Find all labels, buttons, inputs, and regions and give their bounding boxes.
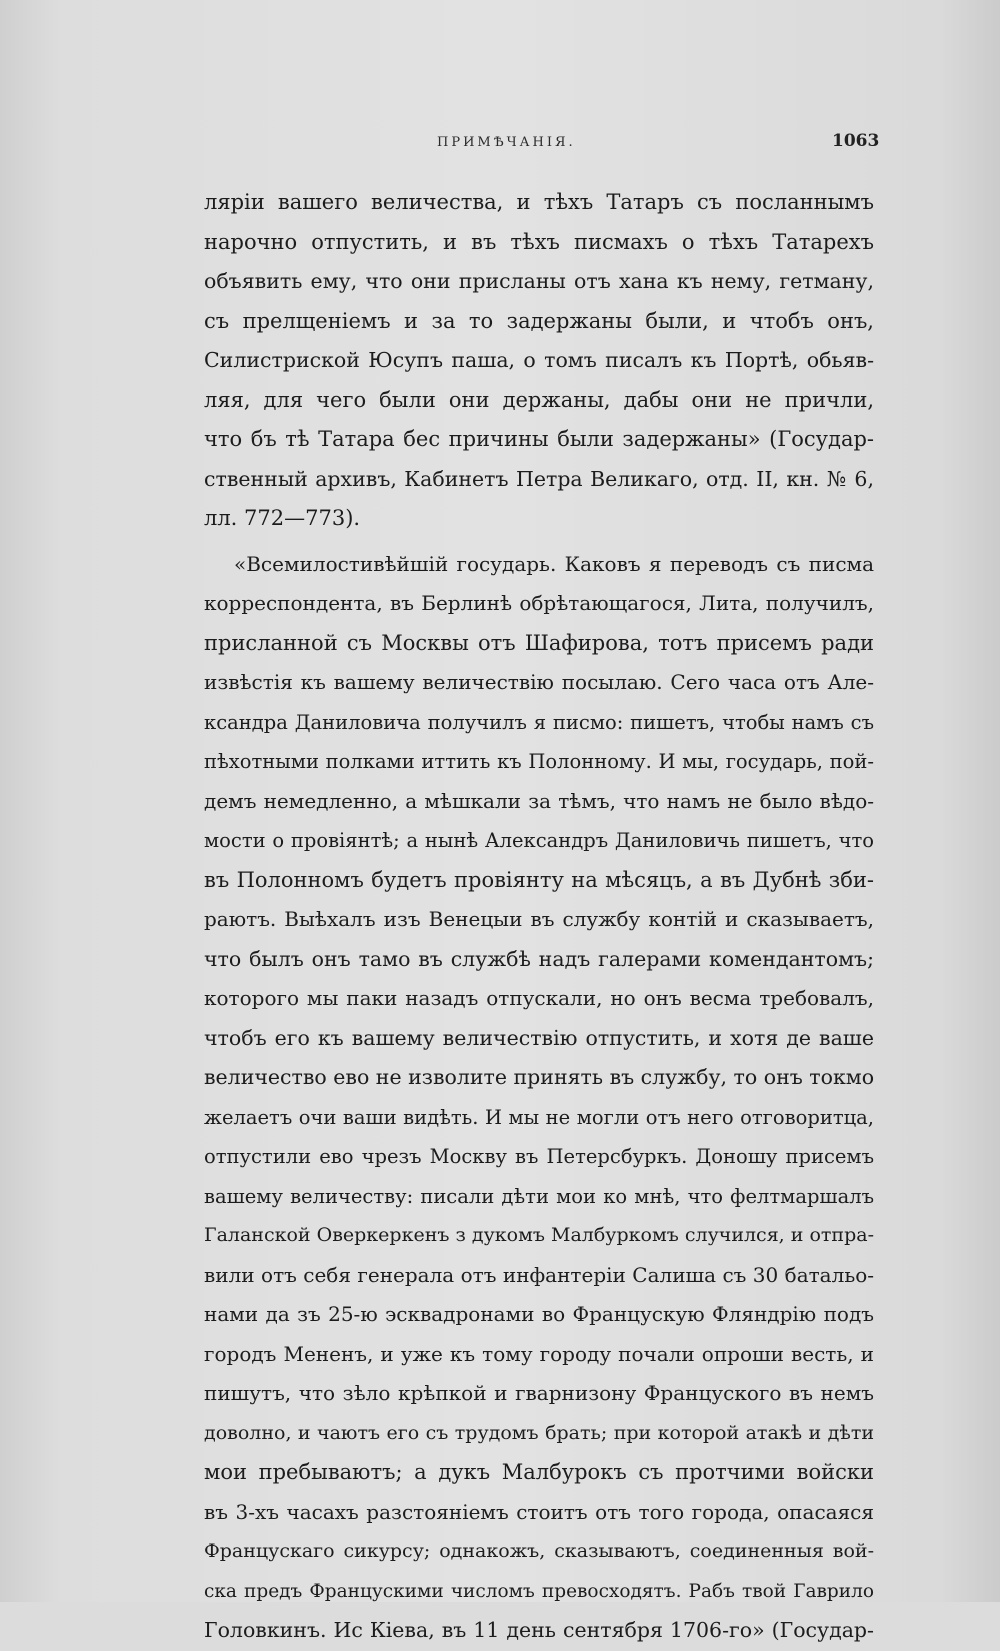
text-line: что бъ тѣ Татара бес причины были задержаны» (Государ- <box>204 427 874 451</box>
text-line: что былъ онъ тамо въ службѣ надъ галерами комендантомъ; <box>204 946 874 971</box>
paragraph-1 <box>204 183 874 539</box>
text-line: въ Полонномъ будетъ провіянту на мѣсяцъ, а въ Дубнѣ зби- <box>204 867 874 892</box>
text-line: присланной съ Москвы отъ Шафирова, тотъ присемъ ради <box>204 630 874 655</box>
text-line: лл. 772—773). <box>204 506 361 530</box>
text-line: желаетъ очи ваши видѣть. И мы не могли отъ него отговоритца, <box>204 1105 874 1129</box>
text-line: извѣстія къ вашему величествію посылаю. Сего часа отъ Але- <box>204 670 874 694</box>
text-line: вашему величеству: писали дѣти мои ко мнѣ, что фелтмаршалъ <box>204 1184 874 1208</box>
text-line: отпустили ево чрезъ Москву въ Петерсбуркъ. Доношу присемъ <box>204 1145 874 1168</box>
text-line: «Всемилостивѣйшій государь. Каковъ я переводъ съ писма <box>234 551 874 576</box>
text-line: ляріи вашего величества, и тѣхъ Татаръ съ посланнымъ <box>204 190 874 214</box>
text-line: нарочно отпустить, и въ тѣхъ писмахъ о тѣхъ Татарехъ <box>204 229 874 254</box>
text-line: доволно, и чаютъ его съ трудомъ брать; при которой атакѣ и дѣти <box>204 1421 874 1444</box>
text-line: ляя, для чего были они держаны, дабы они не причли, <box>204 387 874 412</box>
text-line: ственный архивъ, Кабинетъ Петра Великаго, отд. II, кн. № 6, <box>204 466 874 491</box>
text-line: въ 3-хъ часахъ разстояніемъ стоитъ отъ того города, опасаяся <box>204 1499 874 1524</box>
text-line: Силистриской Юсупъ паша, о томъ писалъ къ Портѣ, обьяв- <box>204 348 874 372</box>
text-line: вили отъ себя генерала отъ инфантеріи Салиша съ 30 батальо- <box>204 1262 874 1287</box>
text-line: демъ немедленно, а мѣшкали за тѣмъ, что намъ не было вѣдо- <box>204 788 874 813</box>
text-line: съ прелщеніемъ и за то задержаны были, и чтобъ онъ, <box>204 308 874 333</box>
paragraph-2 <box>204 545 874 1651</box>
running-head: ПРИМѢЧАНІЯ. <box>437 135 576 150</box>
text-line: мости о провіянтѣ; а нынѣ Александръ Даниловичь пишетъ, что <box>204 829 874 852</box>
text-line: пишутъ, что зѣло крѣпкой и гварнизону Францускогo въ немъ <box>204 1381 874 1405</box>
text-line: Францускаго сикурсу; однакожъ, сказываютъ, соединенныя вой- <box>204 1540 874 1562</box>
text-line: пѣхотными полками иттить къ Полонному. И мы, государь, пой- <box>204 750 874 773</box>
text-line: ксандра Даниловича получилъ я писмо: пишетъ, чтобы намъ съ <box>204 710 874 734</box>
text-line: городъ Мененъ, и уже къ тому городу почали опроши весть, и <box>204 1341 874 1366</box>
text-line: раютъ. Выѣхалъ изъ Венецыи въ службу контій и сказываетъ, <box>204 907 874 931</box>
text-line: Головкинъ. Ис Кіева, въ 11 день сентября 1706-го» (Государ- <box>204 1618 874 1642</box>
page-number: 1063 <box>832 131 880 151</box>
text-line: величество ево не изволите принять въ службу, то онъ токмо <box>204 1065 875 1089</box>
body-text <box>204 183 874 1651</box>
text-line: чтобъ его къ вашему величествію отпустить, и хотя де ваше <box>204 1025 874 1050</box>
text-line: нами да зъ 25-ю эсквадронами во Францускую Фляндрію подъ <box>204 1302 874 1326</box>
text-line: объявить ему, что они присланы отъ хана къ нему, гетману, <box>204 269 874 293</box>
text-line: Галанской Оверкеркенъ з дукомъ Малбуркомъ случился, и отпра- <box>204 1224 874 1246</box>
text-line: мои пребываютъ; а дукъ Малбурокъ съ протчими войски <box>204 1460 874 1484</box>
text-line: корреспондента, въ Берлинѣ обрѣтающагося, Лита, получилъ, <box>204 591 874 615</box>
text-line: ска предъ Францускими числомъ превосходятъ. Рабъ твой Гаврило <box>204 1580 874 1602</box>
text-line: которого мы паки назадъ отпускали, но онъ весма требовалъ, <box>204 986 874 1010</box>
